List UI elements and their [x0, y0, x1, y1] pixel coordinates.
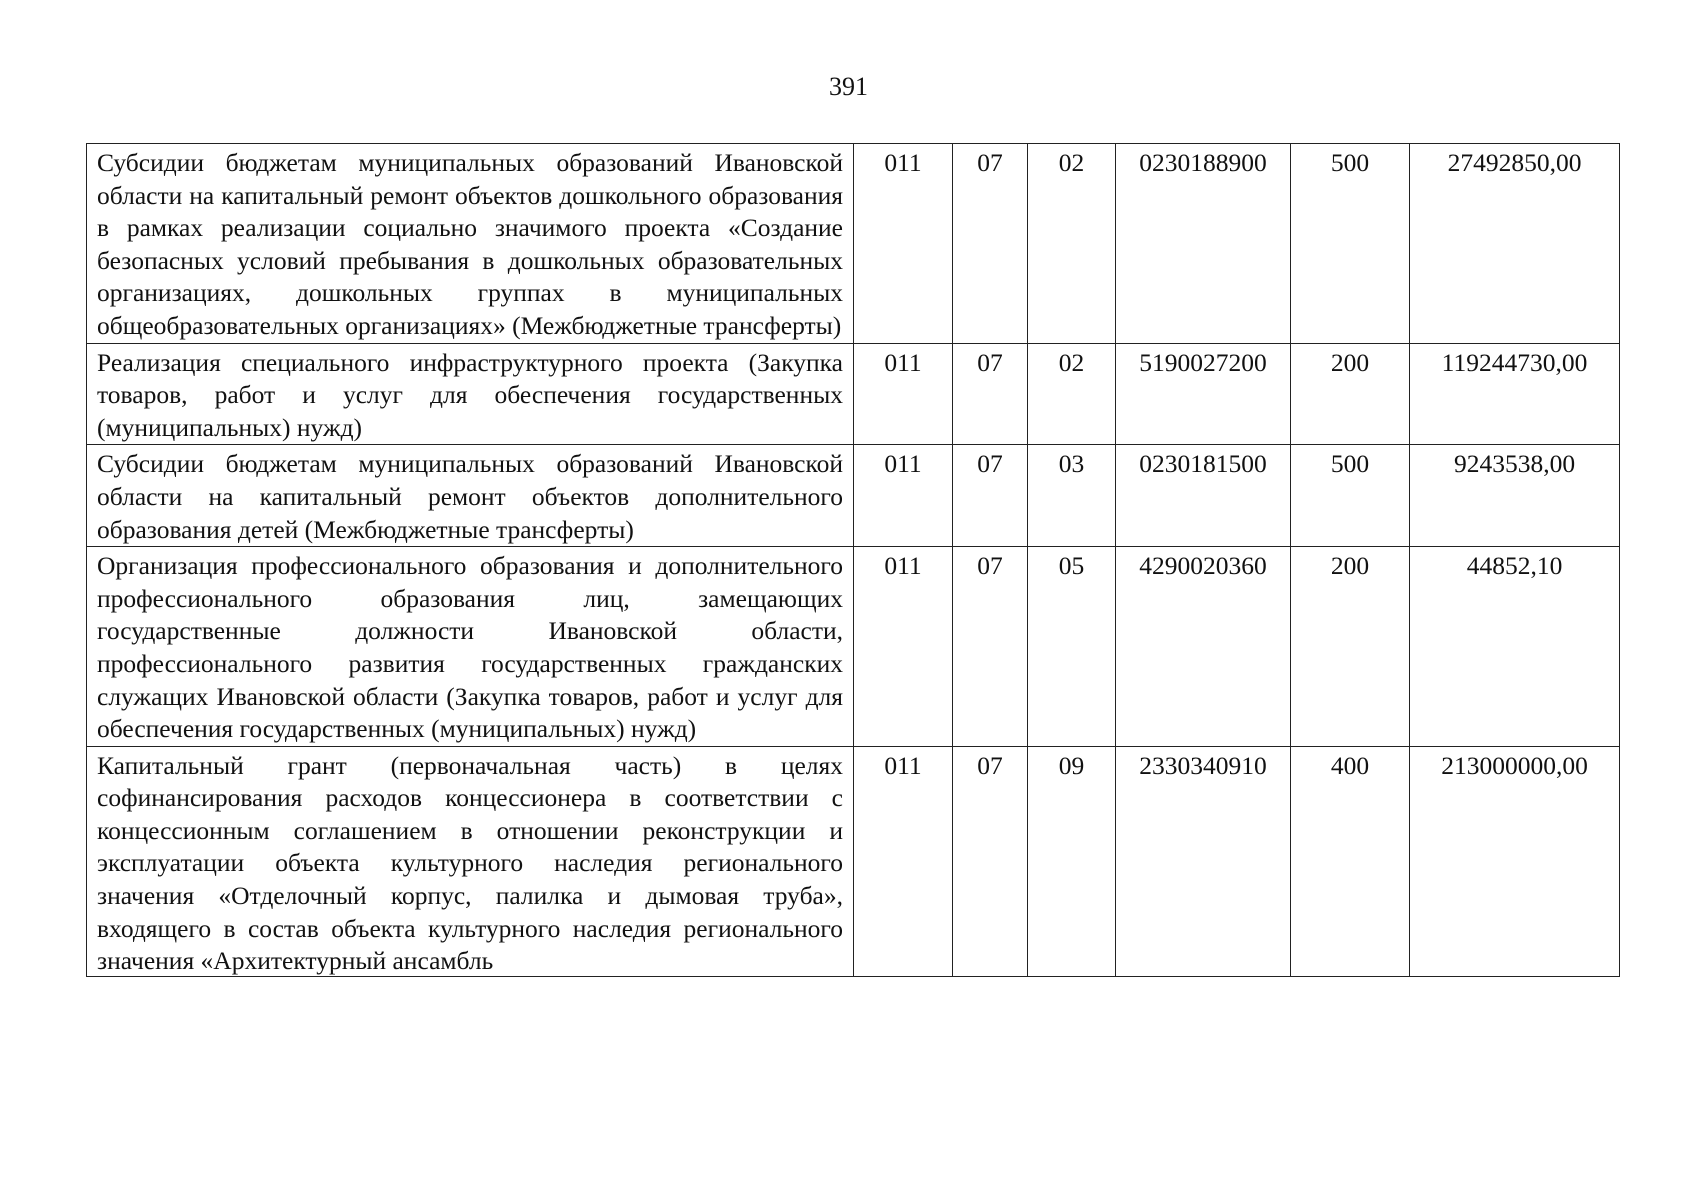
expense-type-code: 500 [1291, 445, 1410, 547]
ministry-code: 011 [854, 746, 953, 976]
section-code: 07 [953, 343, 1028, 445]
amount-value: 44852,10 [1410, 547, 1620, 747]
table-row [87, 445, 1620, 547]
row-description: Субсидии бюджетам муниципальных образований Ивановской области на капитальный ремонт объектов дополнительного образования детей (Межбюджетные трансферты) [87, 445, 854, 547]
amount-value: 119244730,00 [1410, 343, 1620, 445]
subsection-code: 09 [1028, 746, 1116, 976]
row-description: Реализация специального инфраструктурного проекта (Закупка товаров, работ и услуг для обеспечения государственных (муниципальных) нужд) [87, 343, 854, 445]
row-description: Капитальный грант (первоначальная часть) в целях софинансирования расходов концессионера в соответствии с концессионным соглашением в отношении реконструкции и эксплуатации объекта культурного наследия регионального значения «Отделочный корпус, палилка и дымовая труба», входящего в состав объекта культурного наследия регионального значения «Архитектурный ансамбль [87, 746, 854, 976]
ministry-code: 011 [854, 547, 953, 747]
section-code: 07 [953, 746, 1028, 976]
subsection-code: 03 [1028, 445, 1116, 547]
target-article-code: 0230181500 [1116, 445, 1291, 547]
section-code: 07 [953, 144, 1028, 344]
table-row [87, 343, 1620, 445]
target-article-code: 0230188900 [1116, 144, 1291, 344]
expense-type-code: 400 [1291, 746, 1410, 976]
row-description: Организация профессионального образования и дополнительного профессионального образования лиц, замещающих государственные должности Ивановской области, профессионального развития государственных гражданских служащих Ивановской области (Закупка товаров, работ и услуг для обеспечения государственных (муниципальных) нужд) [87, 547, 854, 747]
table-row [87, 547, 1620, 747]
subsection-code: 02 [1028, 144, 1116, 344]
target-article-code: 2330340910 [1116, 746, 1291, 976]
ministry-code: 011 [854, 445, 953, 547]
row-description: Субсидии бюджетам муниципальных образований Ивановской области на капитальный ремонт объектов дошкольного образования в рамках реализации социально значимого проекта «Создание безопасных условий пребывания в дошкольных образовательных организациях, дошкольных группах в муниципальных общеобразовательных организациях» (Межбюджетные трансферты) [87, 144, 854, 344]
expense-type-code: 500 [1291, 144, 1410, 344]
amount-value: 27492850,00 [1410, 144, 1620, 344]
ministry-code: 011 [854, 144, 953, 344]
amount-value: 213000000,00 [1410, 746, 1620, 976]
subsection-code: 05 [1028, 547, 1116, 747]
table-row [87, 144, 1620, 344]
expense-type-code: 200 [1291, 343, 1410, 445]
section-code: 07 [953, 445, 1028, 547]
budget-table [86, 143, 1620, 977]
expense-type-code: 200 [1291, 547, 1410, 747]
page-number: 391 [829, 72, 868, 101]
target-article-code: 4290020360 [1116, 547, 1291, 747]
amount-value: 9243538,00 [1410, 445, 1620, 547]
section-code: 07 [953, 547, 1028, 747]
subsection-code: 02 [1028, 343, 1116, 445]
ministry-code: 011 [854, 343, 953, 445]
table-row [87, 746, 1620, 976]
target-article-code: 5190027200 [1116, 343, 1291, 445]
